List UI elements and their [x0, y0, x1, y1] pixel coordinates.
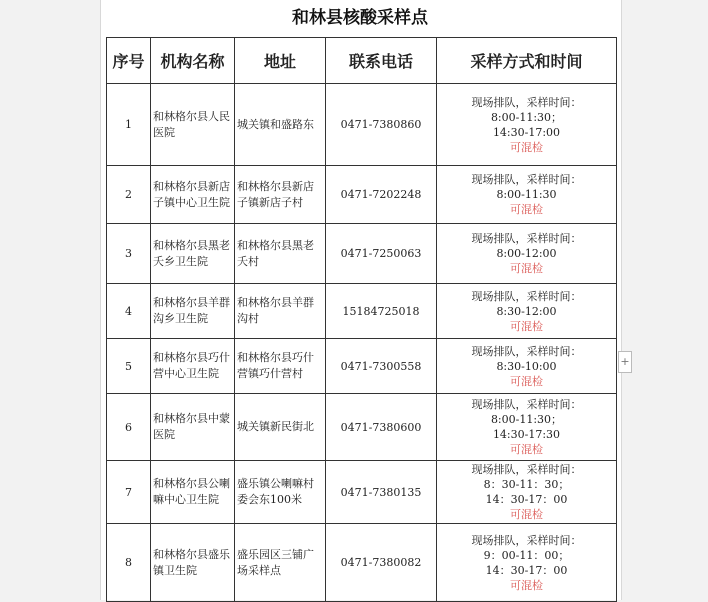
sampling-method — [437, 461, 617, 524]
method-line: 8：30-11：30； — [483, 478, 570, 491]
phone-number: 0471-7300558 — [326, 339, 437, 394]
table-row — [107, 524, 617, 602]
row-index: 1 — [107, 84, 151, 166]
header-org: 机构名称 — [151, 38, 235, 84]
method-line: 现场排队，采样时间： — [471, 533, 582, 547]
mixed-test-note: 可混检 — [510, 203, 543, 216]
row-index: 5 — [107, 339, 151, 394]
mixed-test-note: 可混检 — [510, 262, 543, 275]
method-line: 14:30-17:30 — [492, 428, 561, 441]
expand-button[interactable]: + — [618, 351, 632, 373]
sampling-method — [437, 166, 617, 224]
header-index: 序号 — [107, 38, 151, 84]
phone-number: 15184725018 — [326, 284, 437, 339]
org-address: 和林格尔县巧什营镇巧什营村 — [235, 339, 326, 394]
mixed-test-note: 可混检 — [510, 578, 543, 592]
org-name: 和林格尔县人民医院 — [151, 84, 235, 166]
row-index: 2 — [107, 166, 151, 224]
org-name: 和林格尔县公喇嘛中心卫生院 — [151, 461, 235, 524]
row-index: 4 — [107, 284, 151, 339]
method-line: 8:30-12:00 — [496, 304, 557, 318]
table-row — [107, 166, 617, 224]
mixed-test-note: 可混检 — [510, 374, 543, 388]
org-name: 和林格尔县羊群沟乡卫生院 — [151, 284, 235, 339]
method-line: 14:30-17:00 — [492, 125, 561, 139]
row-index: 6 — [107, 394, 151, 461]
phone-number: 0471-7380135 — [326, 461, 437, 524]
phone-number: 0471-7202248 — [326, 166, 437, 224]
table-row — [107, 461, 617, 524]
mixed-test-note: 可混检 — [510, 140, 543, 154]
org-address: 盛乐园区三铺广场采样点 — [235, 524, 326, 602]
org-address: 和林格尔县新店子镇新店子村 — [235, 166, 326, 224]
table-row — [107, 339, 617, 394]
org-name: 和林格尔县新店子镇中心卫生院 — [151, 166, 235, 224]
method-line: 现场排队，采样时间： — [471, 463, 582, 476]
table-header-row — [107, 38, 617, 84]
method-line: 现场排队，采样时间： — [471, 232, 582, 245]
method-line: 14：30-17：00 — [485, 493, 568, 506]
method-line: 8:00-12:00 — [496, 247, 557, 260]
org-address: 和林格尔县黑老夭村 — [235, 224, 326, 284]
org-name: 和林格尔县巧什营中心卫生院 — [151, 339, 235, 394]
method-line: 现场排队，采样时间： — [471, 344, 582, 358]
method-line: 14：30-17：00 — [485, 563, 568, 577]
method-line: 8:00-11:30 — [496, 188, 557, 201]
org-name: 和林格尔县黑老夭乡卫生院 — [151, 224, 235, 284]
header-phone: 联系电话 — [326, 38, 437, 84]
phone-number: 0471-7380082 — [326, 524, 437, 602]
row-index: 3 — [107, 224, 151, 284]
phone-number: 0471-7380860 — [326, 84, 437, 166]
header-method: 采样方式和时间 — [437, 38, 617, 84]
org-address: 盛乐镇公喇嘛村委会东100米 — [235, 461, 326, 524]
document-title: 和林县核酸采样点 — [292, 8, 428, 28]
table-row — [107, 84, 617, 166]
mixed-test-note: 可混检 — [510, 508, 543, 521]
sampling-method — [437, 524, 617, 602]
org-name: 和林格尔县中蒙医院 — [151, 394, 235, 461]
org-address: 城关镇新民街北 — [235, 394, 326, 461]
phone-number: 0471-7380600 — [326, 394, 437, 461]
sampling-sites-table — [106, 37, 617, 602]
row-index: 7 — [107, 461, 151, 524]
sampling-method — [437, 394, 617, 461]
method-line: 8:30-10:00 — [496, 359, 557, 373]
table-row — [107, 224, 617, 284]
org-name: 和林格尔县盛乐镇卫生院 — [151, 524, 235, 602]
method-line: 现场排队，采样时间： — [471, 95, 582, 109]
sampling-method — [437, 224, 617, 284]
org-address: 城关镇和盛路东 — [235, 84, 326, 166]
mixed-test-note: 可混检 — [510, 443, 543, 456]
sampling-method — [437, 284, 617, 339]
org-address: 和林格尔县羊群沟村 — [235, 284, 326, 339]
method-line: 现场排队，采样时间： — [471, 398, 582, 411]
table-row — [107, 284, 617, 339]
method-line: 8:00-11:30； — [490, 110, 563, 124]
method-line: 现场排队，采样时间： — [471, 289, 582, 303]
sampling-method — [437, 84, 617, 166]
row-index: 8 — [107, 524, 151, 602]
method-line: 8:00-11:30； — [490, 413, 563, 426]
phone-number: 0471-7250063 — [326, 224, 437, 284]
method-line: 9：00-11：00； — [483, 548, 570, 562]
method-line: 现场排队，采样时间： — [471, 173, 582, 186]
header-address: 地址 — [235, 38, 326, 84]
table-row — [107, 394, 617, 461]
sampling-method — [437, 339, 617, 394]
mixed-test-note: 可混检 — [510, 319, 543, 333]
